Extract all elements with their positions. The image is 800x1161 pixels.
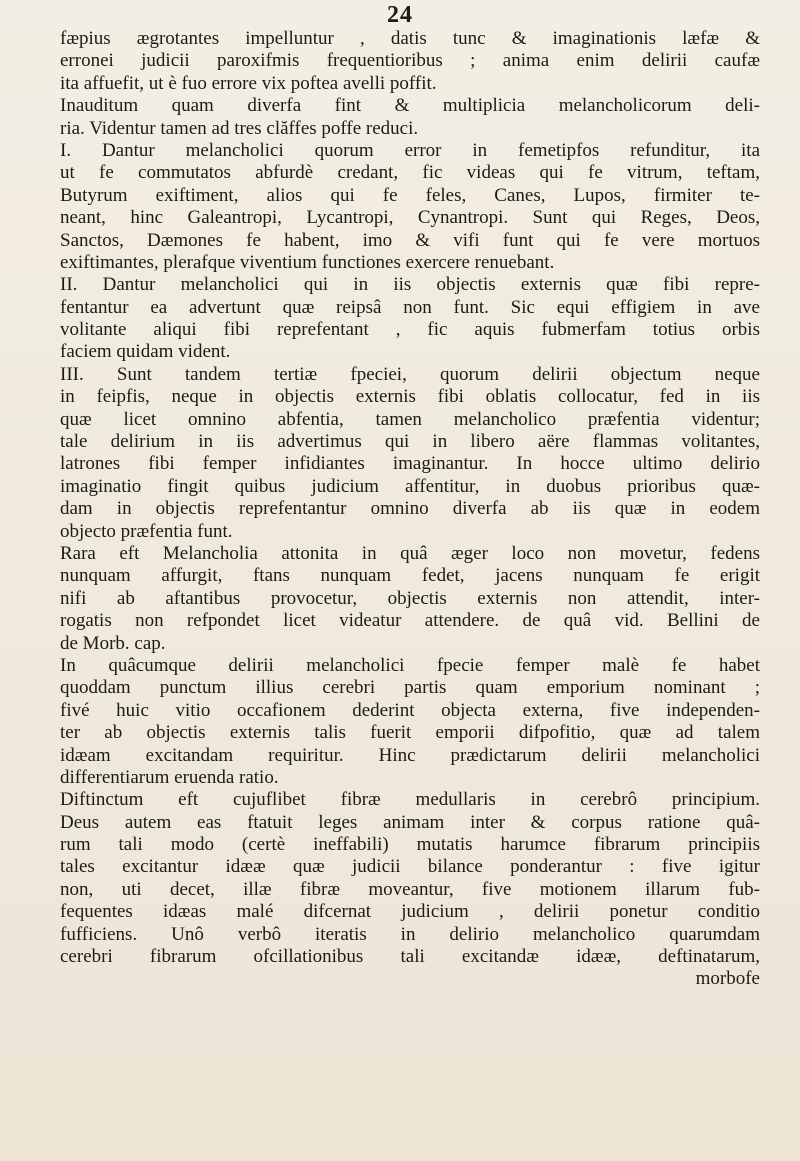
text-line: in feipfis, neque in objectis externis fibi oblatis collocatur, fed in iis (60, 386, 760, 408)
text-line: differentiarum eruenda ratio. (60, 766, 279, 788)
text-line: Inauditum quam diverfa fint & multiplicia melancholicorum deli- (60, 95, 760, 117)
body-text (60, 28, 760, 991)
text-line: III. Sunt tandem tertiæ fpeciei, quorum delirii objectum neque (60, 363, 760, 385)
text-line: idæam excitandam requiritur. Hinc prædictarum delirii melancholici (60, 744, 760, 766)
text-line: fæpius ægrotantes impelluntur , datis tunc & imaginationis læfæ & (60, 28, 760, 49)
text-line: ita affuefit, ut è fuo errore vix poftea avelli poffit. (60, 72, 437, 94)
text-line: Rara eft Melancholia attonita in quâ æger loco non movetur, fedens (60, 542, 760, 564)
text-line: Diftinctum eft cujuflibet fibræ medullaris in cerebrô principium. (60, 789, 760, 811)
text-line: II. Dantur melancholici qui in iis objectis externis quæ fibi repre- (60, 274, 760, 296)
text-line: nifi ab aftantibus provocetur, objectis externis non attendit, inter- (60, 587, 760, 609)
text-line: dam in objectis reprefentantur omnino diverfa ab iis quæ in eodem (60, 498, 760, 520)
text-line: tale delirium in iis advertimus qui in libero aëre flammas volitantes, (60, 431, 760, 453)
text-line: Butyrum exiftiment, alios qui fe feles, Canes, Lupos, firmiter te- (60, 184, 760, 206)
text-line: fentantur ea advertunt quæ reipsâ non funt. Sic equi effigiem in ave (60, 296, 760, 318)
text-line: rogatis non refpondet licet videatur attendere. de quâ vid. Bellini de (60, 610, 760, 632)
text-line: de Morb. cap. (60, 632, 166, 654)
text-line: ria. Videntur tamen ad tres clăffes poffe reduci. (60, 117, 419, 139)
text-line: nunquam affurgit, ftans nunquam fedet, jacens nunquam fe erigit (60, 565, 760, 587)
text-line: cerebri fibrarum ofcillationibus tali excitandæ idææ, deftinatarum, (60, 946, 760, 968)
text-line: fequentes idæas malé difcernat judicium , delirii ponetur conditio (60, 901, 760, 923)
text-line: tales excitantur idææ quæ judicii bilance ponderantur : five igitur (60, 856, 760, 878)
text-line: fufficiens. Unô verbô iteratis in delirio melancholico quarumdam (60, 923, 760, 945)
text-line: quoddam punctum illius cerebri partis quam emporium nominant ; (60, 677, 760, 699)
text-line: In quâcumque delirii melancholici fpecie femper malè fe habet (60, 654, 760, 676)
text-line: quæ licet omnino abfentia, tamen melancholico præfentia videntur; (60, 408, 760, 430)
text-line: imaginatio fingit quibus judicium affentitur, in duobus prioribus quæ- (60, 475, 760, 497)
text-line: exiftimantes, plerafque viventium functiones exercere renuebant. (60, 251, 555, 273)
page-number: 24 (387, 2, 413, 28)
text-line: I. Dantur melancholici quorum error in femetipfos refunditur, ita (60, 139, 760, 161)
text-line: fivé huic vitio occafionem dederint objecta externa, five independen- (60, 699, 760, 721)
text-line: latrones fibi femper infidiantes imaginantur. In hocce ultimo delirio (60, 453, 760, 475)
paragraph-lines (60, 28, 760, 991)
text-line: morbofe (695, 968, 760, 990)
text-line: faciem quidam vident. (60, 341, 231, 363)
text-line: ter ab objectis externis talis fuerit emporii difpofitio, quæ ad talem (60, 722, 760, 744)
text-line: objecto præfentia funt. (60, 520, 233, 542)
text-line: non, uti decet, illæ fibræ moveantur, five motionem illarum fub- (60, 878, 760, 900)
text-line: neant, hinc Galeantropi, Lycantropi, Cynantropi. Sunt qui Reges, Deos, (60, 207, 760, 229)
text-line: volitante aliqui fibi reprefentant , fic aquis fubmerfam totius orbis (60, 319, 760, 341)
text-line: erronei judicii paroxifmis frequentioribus ; anima enim delirii caufæ (60, 50, 760, 72)
text-line: Deus autem eas ftatuit leges animam inter & corpus ratione quâ- (60, 811, 760, 833)
text-line: rum tali modo (certè ineffabili) mutatis harumce fibrarum principiis (60, 834, 760, 856)
text-line: ut fe commutatos abfurdè credant, fic videas qui fe vitrum, teftam, (60, 162, 760, 184)
text-line: Sanctos, Dæmones fe habent, imo & vifi funt qui fe vere mortuos (60, 229, 760, 251)
